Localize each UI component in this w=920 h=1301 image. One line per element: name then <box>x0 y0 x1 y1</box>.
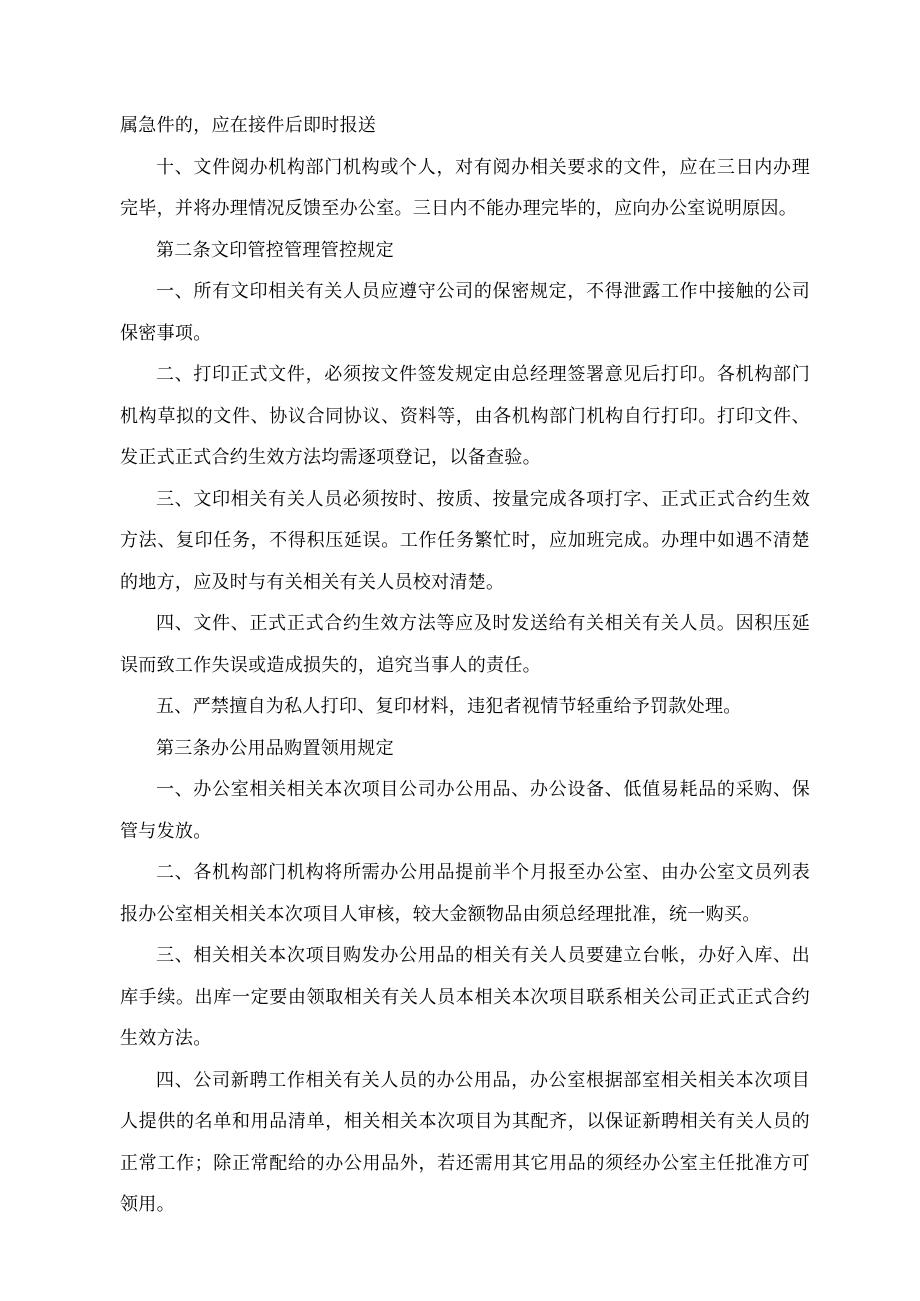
paragraph-printing-rule-4: 四、文件、正式正式合约生效方法等应及时发送给有关相关有关人员。因积压延误而致工作失误或造成损失的，追究当事人的责任。 <box>120 613 810 676</box>
paragraph-urgent-docs: 属急件的，应在接件后即时报送 <box>120 115 377 136</box>
paragraph-printing-rule-3: 三、文印相关有关人员必须按时、按质、按量完成各项打字、正式正式合约生效方法、复印任务，不得积压延误。工作任务繁忙时，应加班完成。办理中如遇不清楚的地方，应及时与有关相关有关人员校对清楚。 <box>120 488 810 593</box>
paragraph-supplies-rule-3: 三、相关相关本次项目购发办公用品的相关有关人员要建立台帐，办好入库、出库手续。出库一定要由领取相关有关人员本相关本次项目联系相关公司正式正式合约生效方法。 <box>120 945 810 1049</box>
section-heading-article-two: 第二条文印管控管理管控规定 <box>156 239 394 261</box>
paragraph-supplies-rule-1: 一、办公室相关相关本次项目公司办公用品、办公设备、低值易耗品的采购、保管与发放。 <box>120 779 810 842</box>
paragraph-supplies-rule-2: 二、各机构部门机构将所需办公用品提前半个月报至办公室、由办公室文员列表报办公室相关相关本次项目人审核，较大金额物品由须总经理批准，统一购买。 <box>120 862 810 925</box>
section-heading-article-three: 第三条办公用品购置领用规定 <box>156 737 394 759</box>
paragraph-printing-rule-5: 五、严禁擅自为私人打印、复印材料，违犯者视情节轻重给予罚款处理。 <box>156 696 742 717</box>
document-page <box>120 0 810 1226</box>
paragraph-item-ten: 十、文件阅办机构部门机构或个人，对有阅办相关要求的文件，应在三日内办理完毕，并将办理情况反馈至办公室。三日内不能办理完毕的，应向办公室说明原因。 <box>120 156 810 219</box>
paragraph-supplies-rule-4: 四、公司新聘工作相关有关人员的办公用品，办公室根据部室相关相关本次项目人提供的名单和用品清单，相关相关本次项目为其配齐，以保证新聘相关有关人员的正常工作；除正常配给的办公用品外，若还需用其它用品的须经办公室主任批准方可领用。 <box>120 1069 810 1215</box>
paragraph-printing-rule-1: 一、所有文印相关有关人员应遵守公司的保密规定，不得泄露工作中接触的公司保密事项。 <box>120 281 810 344</box>
paragraph-printing-rule-2: 二、打印正式文件，必须按文件签发规定由总经理签署意见后打印。各机构部门机构草拟的文件、协议合同协议、资料等，由各机构部门机构自行打印。打印文件、发正式正式合约生效方法均需逐项登记，以备查验。 <box>120 364 810 468</box>
